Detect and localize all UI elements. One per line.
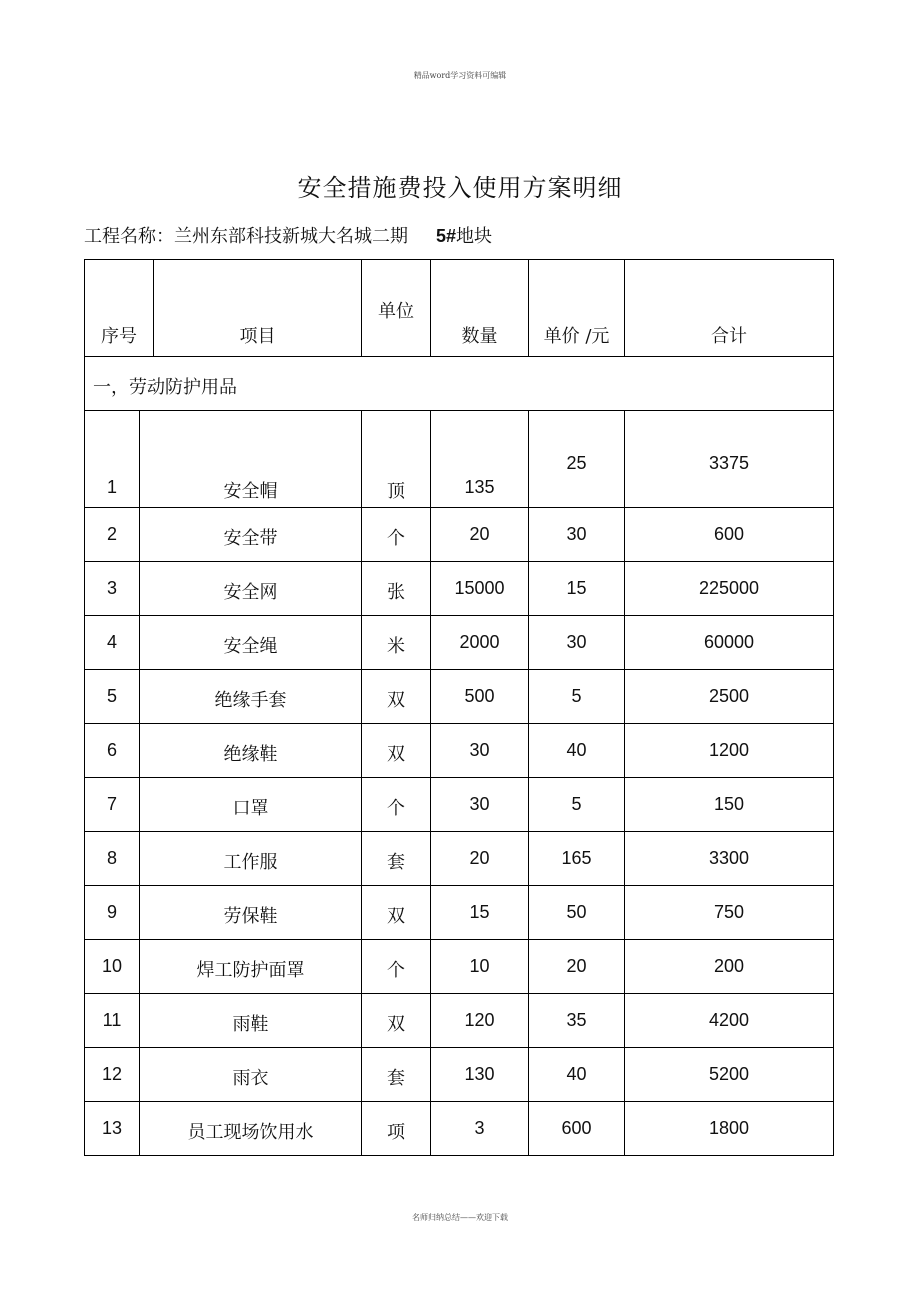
cell-unit-price: 40 bbox=[566, 740, 587, 760]
cell-unit: 双 bbox=[387, 1014, 405, 1035]
cell-unit: 双 bbox=[387, 690, 405, 711]
project-lot-number: 5# bbox=[436, 226, 457, 246]
cell-index: 4 bbox=[106, 632, 117, 652]
header-quantity: 数量 bbox=[461, 326, 498, 347]
cell-unit: 米 bbox=[387, 636, 405, 657]
cell-item: 绝缘手套 bbox=[214, 690, 287, 711]
cell-unit: 个 bbox=[387, 798, 405, 819]
cell-total: 60000 bbox=[703, 632, 755, 652]
cell-unit-price: 30 bbox=[566, 632, 587, 652]
cell-item: 绝缘鞋 bbox=[223, 744, 278, 765]
cell-item: 雨鞋 bbox=[232, 1014, 269, 1035]
cell-index: 2 bbox=[106, 524, 117, 544]
cell-unit: 顶 bbox=[387, 481, 405, 502]
table-row bbox=[84, 670, 834, 724]
cell-unit-price: 40 bbox=[566, 1064, 587, 1084]
cell-index: 6 bbox=[106, 740, 117, 760]
cell-index: 7 bbox=[106, 794, 117, 814]
cell-unit-price: 50 bbox=[566, 902, 587, 922]
cell-total: 3300 bbox=[708, 848, 750, 868]
cell-index: 13 bbox=[101, 1118, 123, 1138]
cell-quantity: 10 bbox=[469, 956, 490, 976]
section-title: 一，劳动防护用品 bbox=[93, 377, 237, 398]
cell-unit: 项 bbox=[387, 1122, 405, 1143]
table-row bbox=[84, 411, 834, 508]
table-body bbox=[84, 411, 834, 1156]
cell-total: 750 bbox=[713, 902, 745, 922]
cell-item: 焊工防护面罩 bbox=[196, 960, 305, 981]
cell-unit-price: 25 bbox=[566, 453, 587, 473]
cell-quantity: 135 bbox=[464, 477, 495, 497]
table-row bbox=[84, 1102, 834, 1156]
cell-item: 安全带 bbox=[223, 528, 278, 549]
cell-unit-price: 30 bbox=[566, 524, 587, 544]
cell-quantity: 30 bbox=[469, 740, 490, 760]
cell-quantity: 20 bbox=[469, 848, 490, 868]
cell-item: 员工现场饮用水 bbox=[187, 1122, 314, 1143]
cell-total: 150 bbox=[713, 794, 745, 814]
cell-index: 3 bbox=[106, 578, 117, 598]
cell-quantity: 15000 bbox=[454, 578, 505, 598]
cell-total: 4200 bbox=[708, 1010, 750, 1030]
table-header-row bbox=[84, 259, 834, 357]
table-section-row bbox=[84, 357, 834, 411]
cell-unit: 套 bbox=[387, 1068, 405, 1089]
cell-total: 1200 bbox=[708, 740, 750, 760]
cell-item: 安全网 bbox=[223, 582, 278, 603]
table-row bbox=[84, 508, 834, 562]
page-header-note: 精品word学习资料可编辑 bbox=[413, 71, 507, 80]
cell-total: 3375 bbox=[708, 453, 750, 473]
cell-index: 9 bbox=[106, 902, 117, 922]
project-lot-suffix: 地块 bbox=[456, 226, 493, 247]
cell-index: 10 bbox=[101, 956, 123, 976]
header-unit-price: 单价 /元 bbox=[543, 326, 610, 347]
cell-item: 安全绳 bbox=[223, 636, 278, 657]
header-total: 合计 bbox=[711, 326, 747, 347]
cell-index: 5 bbox=[106, 686, 117, 706]
cell-quantity: 500 bbox=[464, 686, 495, 706]
cell-total: 225000 bbox=[698, 578, 760, 598]
cell-unit-price: 5 bbox=[571, 686, 582, 706]
cell-item: 安全帽 bbox=[223, 481, 278, 502]
cell-quantity: 120 bbox=[464, 1010, 495, 1030]
cell-item: 雨衣 bbox=[232, 1068, 269, 1089]
header-unit: 单位 bbox=[378, 301, 414, 322]
cell-unit-price: 600 bbox=[561, 1118, 592, 1138]
cell-total: 5200 bbox=[708, 1064, 750, 1084]
cell-unit: 双 bbox=[387, 906, 405, 927]
table-row bbox=[84, 1048, 834, 1102]
table-row bbox=[84, 562, 834, 616]
project-name-label: 工程名称：兰州东部科技新城大名城二期 bbox=[84, 226, 408, 247]
cell-total: 600 bbox=[713, 524, 745, 544]
table-row bbox=[84, 616, 834, 670]
cell-unit: 个 bbox=[387, 960, 405, 981]
table-row bbox=[84, 724, 834, 778]
cost-table bbox=[84, 259, 834, 1156]
cell-quantity: 20 bbox=[469, 524, 490, 544]
cell-unit: 套 bbox=[387, 852, 405, 873]
cell-total: 200 bbox=[713, 956, 745, 976]
cell-unit: 张 bbox=[387, 582, 405, 603]
cell-index: 12 bbox=[101, 1064, 123, 1084]
project-name-line bbox=[84, 222, 492, 248]
cell-item: 口罩 bbox=[232, 798, 269, 819]
cell-unit: 双 bbox=[387, 744, 405, 765]
table-row bbox=[84, 832, 834, 886]
cell-unit-price: 35 bbox=[566, 1010, 587, 1030]
cell-unit-price: 5 bbox=[571, 794, 582, 814]
document-title: 安全措施费投入使用方案明细 bbox=[297, 174, 623, 202]
cell-quantity: 30 bbox=[469, 794, 490, 814]
cell-index: 1 bbox=[106, 477, 117, 497]
cell-unit-price: 20 bbox=[566, 956, 587, 976]
cell-unit-price: 165 bbox=[561, 848, 592, 868]
cell-quantity: 2000 bbox=[459, 632, 500, 652]
cell-unit-price: 15 bbox=[566, 578, 587, 598]
cell-quantity: 130 bbox=[464, 1064, 495, 1084]
table-row bbox=[84, 940, 834, 994]
table-row bbox=[84, 886, 834, 940]
table-row bbox=[84, 994, 834, 1048]
cell-index: 8 bbox=[106, 848, 117, 868]
cell-item: 劳保鞋 bbox=[223, 906, 278, 927]
cell-total: 2500 bbox=[708, 686, 750, 706]
cell-item: 工作服 bbox=[223, 852, 278, 873]
header-item: 项目 bbox=[239, 326, 276, 347]
cell-quantity: 3 bbox=[474, 1118, 485, 1138]
page-footer-note: 名师归纳总结——欢迎下载 bbox=[412, 1213, 508, 1222]
cell-total: 1800 bbox=[708, 1118, 750, 1138]
cell-unit: 个 bbox=[387, 528, 405, 549]
table-row bbox=[84, 778, 834, 832]
cell-quantity: 15 bbox=[469, 902, 490, 922]
cell-index: 11 bbox=[102, 1010, 122, 1030]
header-index: 序号 bbox=[101, 326, 137, 347]
